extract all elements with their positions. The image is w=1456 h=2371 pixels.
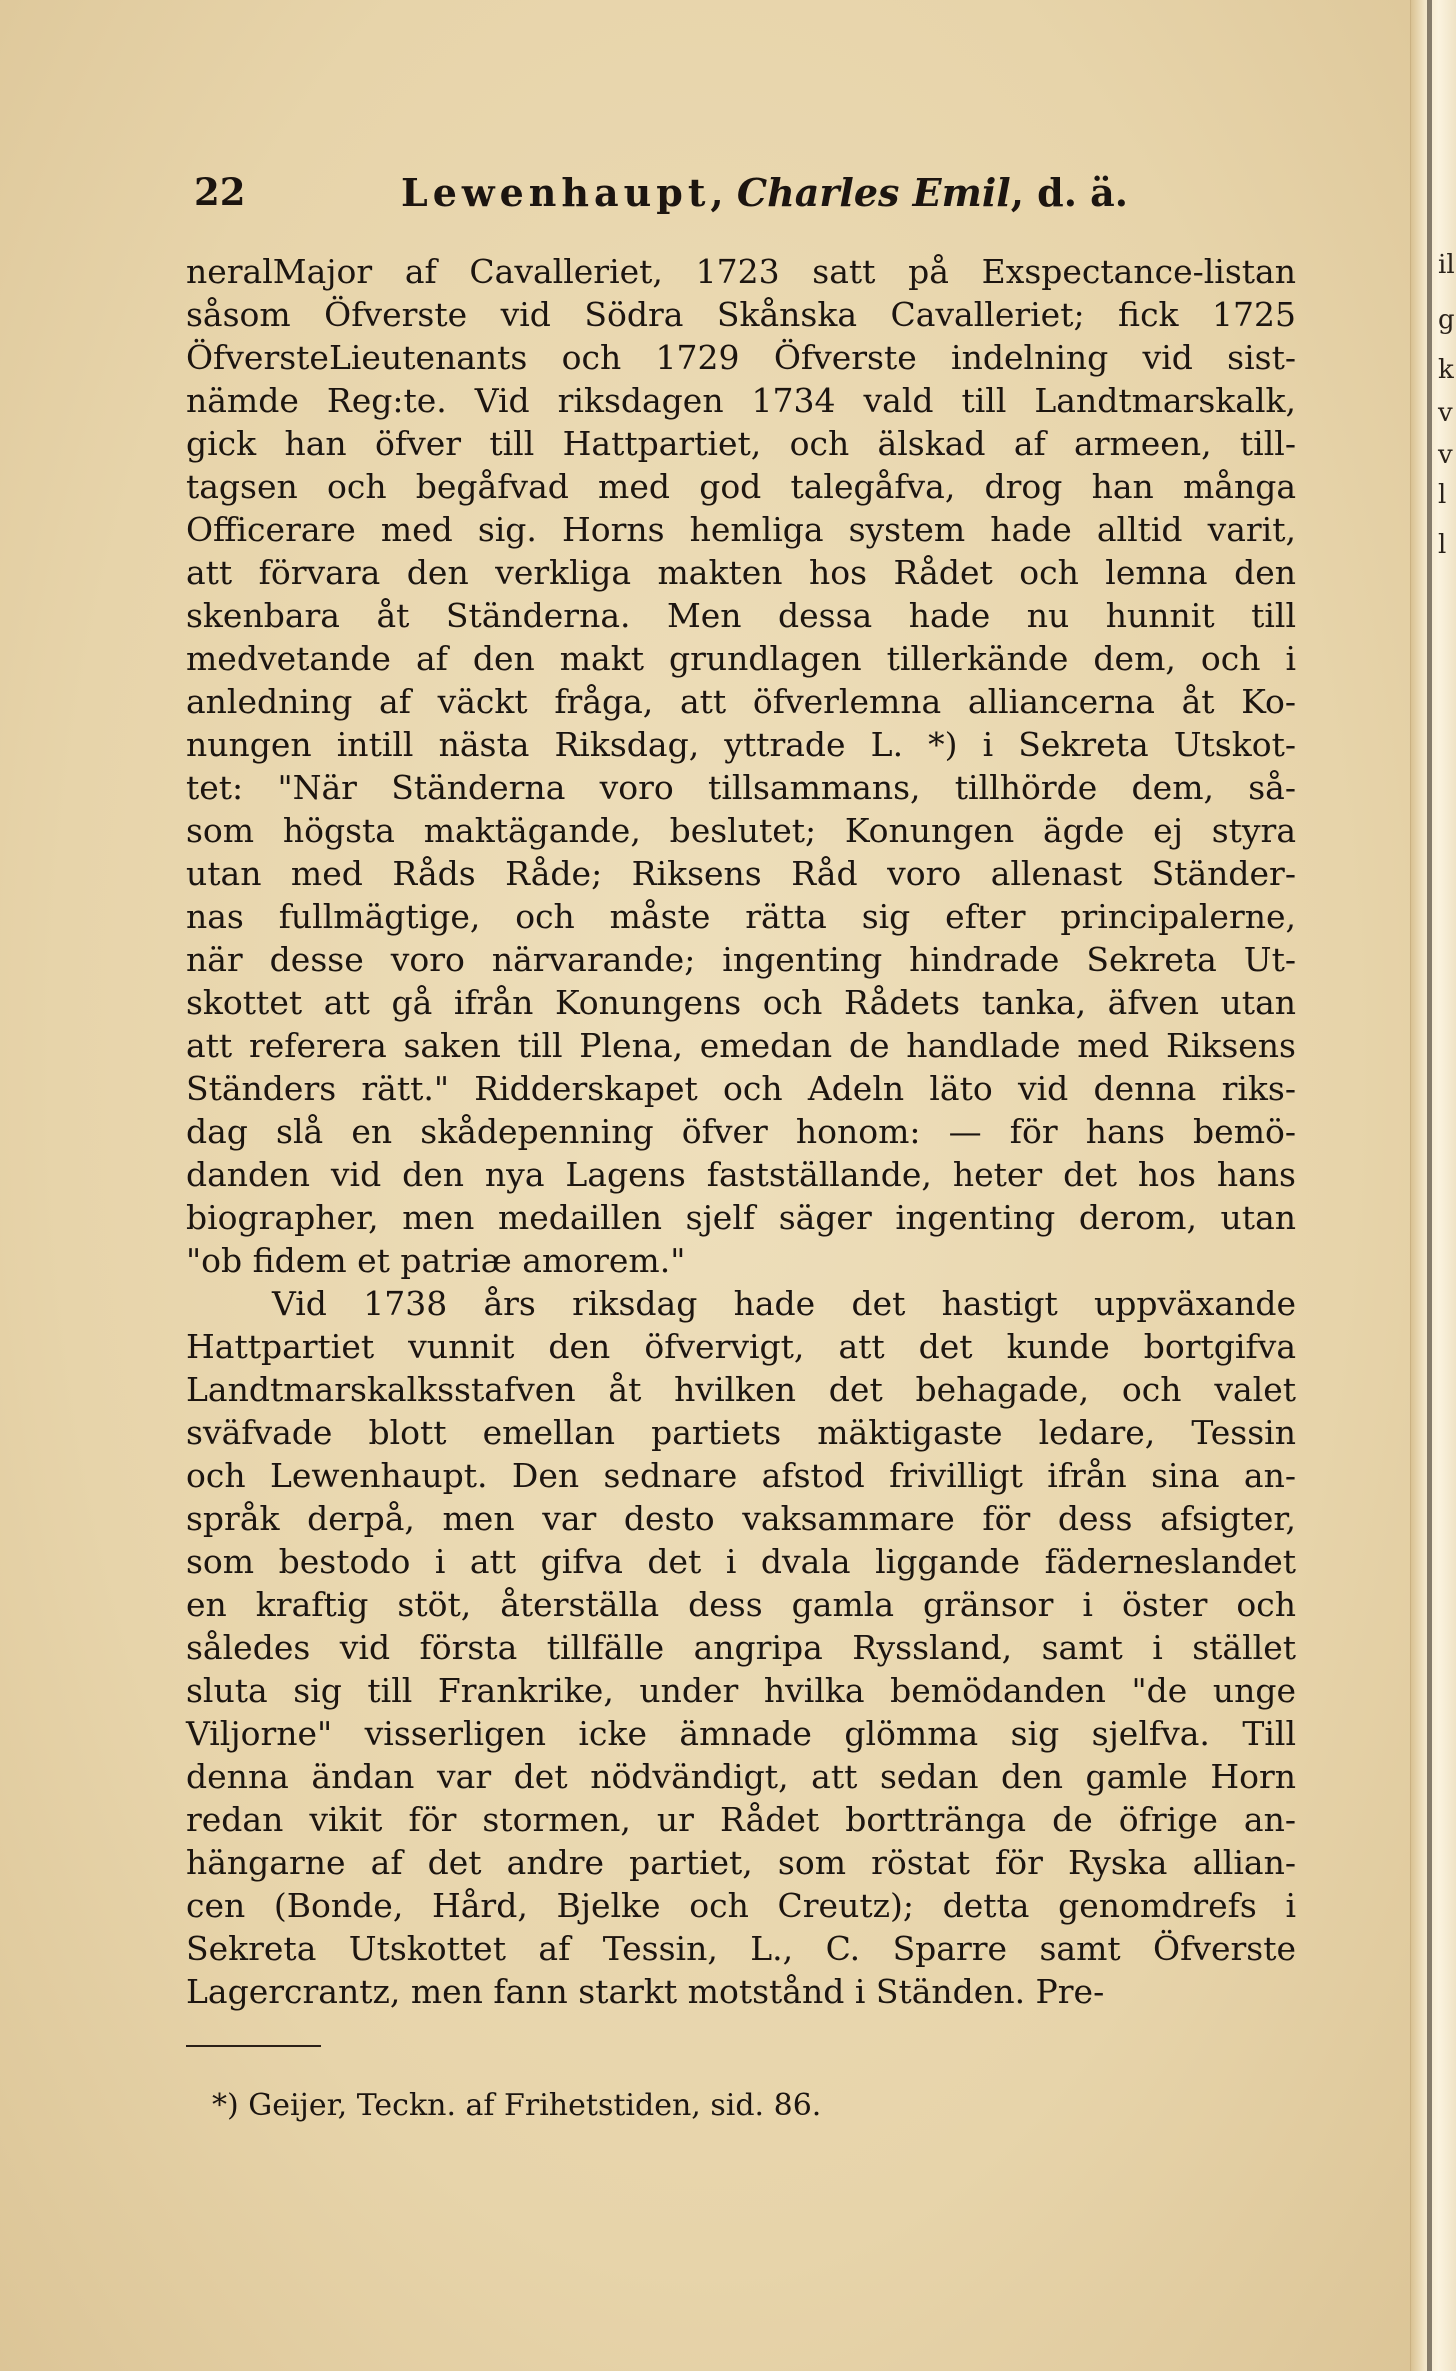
text-line: Hattpartiet vunnit den öfvervigt, att det kunde bortgifva bbox=[186, 1327, 1296, 1366]
body-text bbox=[186, 250, 1296, 2013]
text-line: sluta sig till Frankrike, under hvilka bemödanden "de unge bbox=[186, 1671, 1296, 1710]
text-line: nungen intill nästa Riksdag, yttrade L. *) i Sekreta Utskot- bbox=[186, 725, 1296, 764]
margin-mark: l bbox=[1438, 530, 1447, 560]
margin-mark: l bbox=[1438, 480, 1447, 510]
text-line: att förvara den verkliga makten hos Rådet och lemna den bbox=[186, 553, 1296, 592]
text-line: när desse voro närvarande; ingenting hindrade Sekreta Ut- bbox=[186, 940, 1296, 979]
running-header bbox=[186, 170, 1311, 230]
text-line: gick han öfver till Hattpartiet, och älskad af armeen, till- bbox=[186, 424, 1296, 463]
text-line: Officerare med sig. Horns hemliga system hade alltid varit, bbox=[186, 510, 1296, 549]
text-line: medvetande af den makt grundlagen tillerkände dem, och i bbox=[186, 639, 1296, 678]
text-line: hängarne af det andre partiet, som röstat för Ryska allian- bbox=[186, 1843, 1296, 1882]
text-line: som bestodo i att gifva det i dvala liggande fäderneslandet bbox=[186, 1542, 1296, 1581]
text-line: tagsen och begåfvad med god talegåfva, drog han många bbox=[186, 467, 1296, 506]
running-head-name: Lewenhaupt bbox=[401, 170, 711, 215]
text-line: "ob fidem et patriæ amorem." bbox=[186, 1241, 686, 1280]
text-line: tet: "När Ständerna voro tillsammans, tillhörde dem, så- bbox=[186, 768, 1296, 807]
text-line: och Lewenhaupt. Den sednare afstod frivilligt ifrån sina an- bbox=[186, 1456, 1296, 1495]
text-line: neralMajor af Cavalleriet, 1723 satt på Exspectance-listan bbox=[186, 252, 1296, 291]
text-line: Sekreta Utskottet af Tessin, L., C. Sparre samt Öfverste bbox=[186, 1929, 1296, 1968]
paragraph-1 bbox=[186, 250, 1296, 1282]
text-line: Landtmarskalksstafven åt hvilken det behagade, och valet bbox=[186, 1370, 1296, 1409]
text-line: redan vikit för stormen, ur Rådet borttränga de öfrige an- bbox=[186, 1800, 1296, 1839]
text-line: nämde Reg:te. Vid riksdagen 1734 vald till Landtmarskalk, bbox=[186, 381, 1296, 420]
text-line: ÖfversteLieutenants och 1729 Öfverste indelning vid sist- bbox=[186, 338, 1296, 377]
text-line: skenbara åt Ständerna. Men dessa hade nu hunnit till bbox=[186, 596, 1296, 635]
margin-mark: g bbox=[1438, 305, 1455, 335]
margin-mark: v bbox=[1438, 398, 1453, 428]
text-line: en kraftig stöt, återställa dess gamla gränsor i öster och bbox=[186, 1585, 1296, 1624]
text-line: Vid 1738 års riksdag hade det hastigt uppväxande bbox=[272, 1284, 1296, 1323]
text-line: som högsta maktägande, beslutet; Konungen ägde ej styra bbox=[186, 811, 1296, 850]
text-line: sväfvade blott emellan partiets mäktigaste ledare, Tessin bbox=[186, 1413, 1296, 1452]
text-line: cen (Bonde, Hård, Bjelke och Creutz); detta genomdrefs i bbox=[186, 1886, 1296, 1925]
text-line: således vid första tillfälle angripa Ryssland, samt i stället bbox=[186, 1628, 1296, 1667]
text-line: språk derpå, men var desto vaksammare för dess afsigter, bbox=[186, 1499, 1296, 1538]
running-head-given-names: Charles Emil bbox=[736, 170, 1011, 215]
page-number: 22 bbox=[194, 170, 246, 214]
footnote-rule bbox=[186, 2045, 321, 2047]
running-head-title: Lewenhaupt, Charles Emil, d. ä. bbox=[401, 170, 1129, 215]
text-line: nas fullmägtige, och måste rätta sig efter principalerne, bbox=[186, 897, 1296, 936]
text-line: denna ändan var det nödvändigt, att sedan den gamle Horn bbox=[186, 1757, 1296, 1796]
text-line: dag slå en skådepenning öfver honom: — för hans bemö- bbox=[186, 1112, 1296, 1151]
text-line: danden vid den nya Lagens fastställande, heter det hos hans bbox=[186, 1155, 1296, 1194]
margin-mark: v bbox=[1438, 440, 1453, 470]
gutter-shadow bbox=[1427, 0, 1432, 2371]
text-line: Viljorne" visserligen icke ämnade glömma sig sjelfva. Till bbox=[186, 1714, 1296, 1753]
text-line: Lagercrantz, men fann starkt motstånd i Ständen. Pre- bbox=[186, 1972, 1105, 2011]
margin-mark: il bbox=[1438, 250, 1455, 280]
text-line: biographer, men medaillen sjelf säger ingenting derom, utan bbox=[186, 1198, 1296, 1237]
text-line: anledning af väckt fråga, att öfverlemna alliancerna åt Ko- bbox=[186, 682, 1296, 721]
text-line: skottet att gå ifrån Konungens och Rådets tanka, äfven utan bbox=[186, 983, 1296, 1022]
text-line: såsom Öfverste vid Södra Skånska Cavalleriet; fick 1725 bbox=[186, 295, 1296, 334]
text-line: Ständers rätt." Ridderskapet och Adeln läto vid denna riks- bbox=[186, 1069, 1296, 1108]
footnote: *) Geijer, Teckn. af Frihetstiden, sid. 86. bbox=[212, 2088, 822, 2123]
text-line: utan med Råds Råde; Riksens Råd voro allenast Ständer- bbox=[186, 854, 1296, 893]
running-head-suffix: d. ä. bbox=[1037, 170, 1129, 215]
text-line: att referera saken till Plena, emedan de handlade med Riksens bbox=[186, 1026, 1296, 1065]
margin-mark: k bbox=[1438, 355, 1454, 385]
paragraph-2 bbox=[186, 1282, 1296, 2013]
